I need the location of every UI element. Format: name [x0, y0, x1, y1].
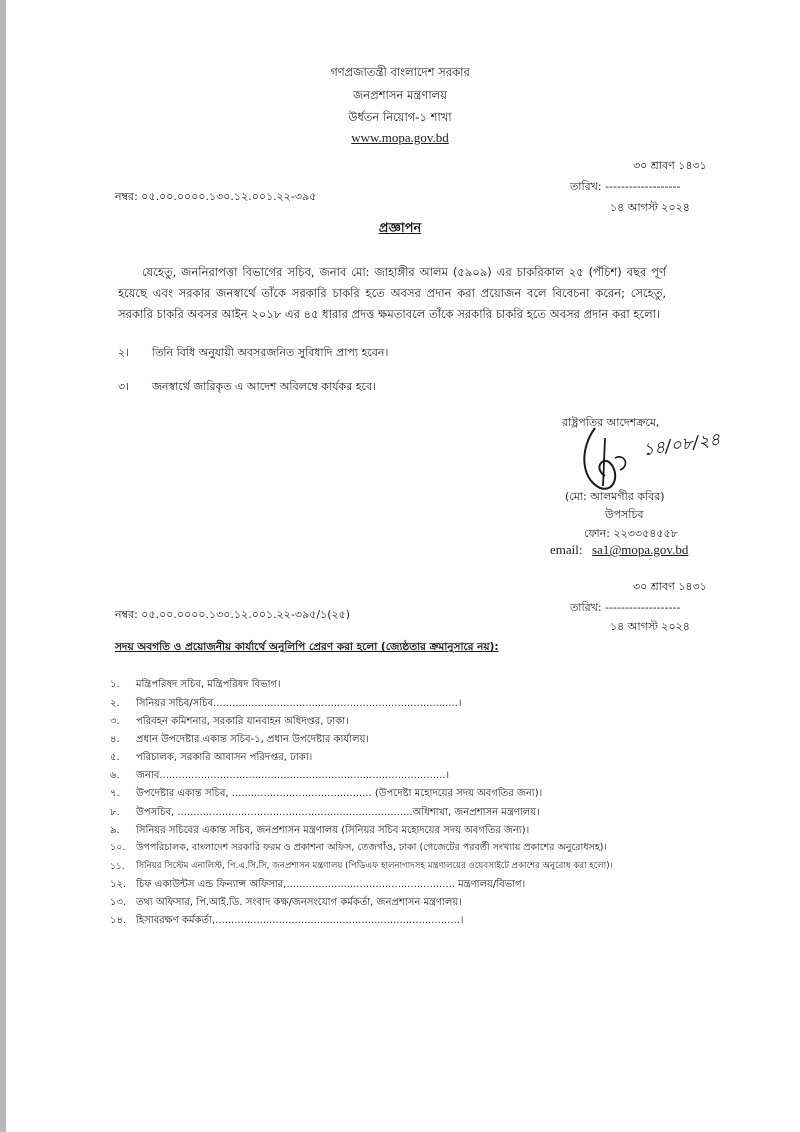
list-item-number: ১০. [110, 842, 126, 853]
signatory-name: (মো: আলমগীর কবির) [565, 490, 665, 503]
body-paragraph-2: তিনি বিধি অনুযায়ী অবসরজনিত সুবিধাদি প্রাপ্য হবেন। [152, 346, 389, 359]
signatory-designation: উপসচিব [605, 508, 644, 521]
list-item-number: ১৩. [110, 897, 127, 908]
ministry-name: জনপ্রশাসন মন্ত্রণালয় [353, 88, 447, 102]
list-item: উপদেষ্টার একান্ত সচিব, ............................................ (উপদেষ্টা মহোদয়ের সদয় অবগতির জন্য)। [136, 788, 543, 799]
para3-number: ৩। [118, 380, 130, 393]
website-link[interactable]: www.mopa.gov.bd [351, 130, 449, 145]
memo2-number: নম্বর: ০৫.০০.০০০০.১৩০.১২.০০১.২২-৩৯৫/১(২৫) [115, 608, 351, 621]
list-item: সিনিয়র সিস্টেম এনালিস্ট, পি.এ.সি.সি, জনপ্রশাসন মন্ত্রণালয় (পিডিএফ হালনাগাদসহ মন্ত্রণালয়ের ওয়েবসাইটে প্রকাশের অনুরোধ করা হলো)। [136, 861, 613, 871]
list-item-number: ১২. [110, 879, 127, 890]
signatory-email-label: email: [550, 542, 583, 557]
body-paragraph-3: জনস্বার্থে জারিকৃত এ আদেশ অবিলম্বে কার্যকর হবে। [152, 380, 377, 393]
list-item: চিফ একাউন্টস এন্ড ফিন্যান্স অফিসার,..................................................... মন্ত্রণালয়/বিভাগ। [136, 879, 526, 890]
list-item-number: ১১. [110, 862, 125, 872]
list-item: সিনিয়র সচিবের একান্ত সচিব, জনপ্রশাসন মন্ত্রণালয় (সিনিয়র সচিব মহোদয়ের সদয় অবগতির জন্য)। [136, 825, 530, 836]
list-item-number: ৭. [110, 788, 120, 799]
body-paragraph-1: যেহেতু, জননিরাপত্তা বিভাগের সচিব, জনাব মো: জাহাঙ্গীর আলম (৫৯০৯) এর চাকরিকাল ২৫ (পঁচিশ) বছর পূর্ণ হয়েছে এবং সরকার জনস্বার্থে তাঁকে সরকারি চাকরি হতে অবসর প্রদান করা প্রয়োজন বলে বিবেচনা করেন; সেহেতু, সরকারি চাকরি অবসর আইন ২০১৮ এর ৪৫ ধারার প্রদত্ত ক্ষমতাবলে তাঁকে সরকারি চাকরি হতে অবসর প্রদান করা হলো। [118, 265, 666, 321]
memo1-date-label: তারিখ: ------------------- [570, 180, 681, 193]
list-item-number: ৩. [110, 716, 120, 727]
signatory-phone: ফোন: ২২৩৩৫৪৫৫৮ [584, 527, 678, 540]
list-item: প্রধান উপদেষ্টার একান্ত সচিব-১, প্রধান উপদেষ্টার কার্যালয়। [136, 734, 370, 745]
memo2-date-label: তারিখ: ------------------- [570, 601, 681, 614]
list-item-number: ১. [110, 679, 120, 690]
memo1-date-bangla: ৩০ শ্রাবণ ১৪৩১ [633, 159, 707, 172]
para2-number: ২। [118, 346, 130, 359]
list-item: হিসাবরক্ষণ কর্মকর্তা,.............................................................................। [136, 915, 464, 926]
list-item: পরিবহন কমিশনার, সরকারি যানবাহন অধিদপ্তর, ঢাকা। [136, 716, 349, 727]
list-item-number: ৯. [110, 825, 120, 836]
memo2-date-english: ১৪ আগস্ট ২০২৪ [610, 620, 690, 633]
list-item-number: ৪. [110, 734, 120, 745]
list-item: মন্ত্রিপরিষদ সচিব, মন্ত্রিপরিষদ বিভাগ। [136, 679, 281, 690]
list-item-number: ৫. [110, 752, 120, 763]
signature-handwritten-date: ১৪/০৮/২৪ [641, 429, 722, 461]
distribution-heading: সদয় অবগতি ও প্রয়োজনীয় কার্যার্থে অনুলিপি প্রেরণ করা হলো (জ্যেষ্ঠতার ক্রমানুসারে নয়): [115, 641, 499, 653]
signatory-email-link[interactable]: sa1@mopa.gov.bd [592, 542, 689, 557]
memo1-date-english: ১৪ আগস্ট ২০২৪ [610, 201, 690, 214]
list-item: জনাব..........................................................................................। [136, 770, 450, 781]
notification-title: প্রজ্ঞাপন [378, 221, 422, 236]
list-item: তথ্য অফিসার, পি.আই.ডি. সংবাদ কক্ষ/জনসংযোগ কর্মকর্তা, জনপ্রশাসন মন্ত্রণালয়। [136, 897, 462, 908]
list-item: পরিচালক, সরকারি আবাসন পরিদপ্তর, ঢাকা। [136, 752, 313, 763]
scan-edge [0, 0, 6, 1132]
list-item-number: ৬. [110, 770, 120, 781]
section-name: উর্ধতন নিয়োগ-১ শাখা [348, 110, 452, 124]
president-order-line: রাষ্ট্রপতির আদেশক্রমে, [562, 416, 660, 429]
list-item: উপসচিব, ..........................................................................অধিশাখা, জনপ্রশাসন মন্ত্রণালয়। [136, 807, 540, 818]
list-item: উপপরিচালক, বাংলাদেশ সরকারি ফরম ও প্রকাশনা অফিস, তেজগাঁও, ঢাকা (গেজেটের পরবর্তী সংখ্যায় প্রকাশের অনুরোধসহ)। [136, 842, 607, 853]
list-item-number: ২. [110, 698, 120, 709]
list-item: সিনিয়র সচিব/সচিব.............................................................................। [136, 698, 462, 709]
list-item-number: ১৪. [110, 915, 127, 926]
memo1-number: নম্বর: ০৫.০০.০০০০.১৩০.১২.০০১.২২-৩৯৫ [115, 190, 317, 203]
list-item-number: ৮. [110, 807, 120, 818]
memo2-date-bangla: ৩০ শ্রাবণ ১৪৩১ [633, 580, 707, 593]
government-title: গণপ্রজাতন্ত্রী বাংলাদেশ সরকার [330, 65, 470, 79]
